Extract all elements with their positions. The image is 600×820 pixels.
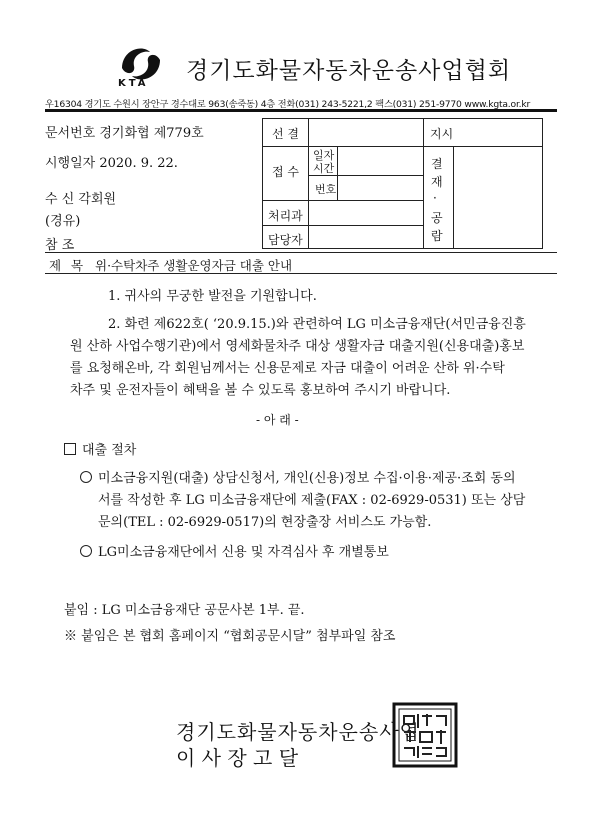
doc-number: 문서번호 경기화협 제779호 (45, 126, 204, 141)
item-1-line-2: 서를 작성한 후 LG 미소금융재단에 제출(FAX : 02-6929-0531) 또는 상담 (98, 493, 526, 508)
jeopsu-label: 접 수 (272, 165, 299, 179)
org-name: 경기도화물자동차운송사업협회 (186, 58, 512, 84)
approval-table (262, 118, 543, 249)
note-line: ※ 붙임은 본 협회 홈페이지 “협회공문시달” 첨부파일 참조 (64, 629, 396, 644)
jisi-label: 지시 (430, 127, 454, 141)
reference: 참 조 (45, 238, 75, 253)
gyeol-label: 결 (431, 157, 443, 171)
paragraph-2-line-4: 차주 및 운전자들이 혜택을 볼 수 있도록 홍보하여 주시기 바랍니다. (70, 383, 451, 398)
sigan-label: 시간 (313, 162, 335, 175)
a-rae-heading: - 아 래 - (256, 413, 299, 427)
gong-label: 공 (431, 211, 443, 225)
damdangja-label: 담당자 (268, 233, 303, 247)
item-2-text: LG미소금융재단에서 신용 및 자격심사 후 개별통보 (98, 545, 389, 560)
checkbox-square-icon (64, 443, 76, 455)
section-title-text: 대출 절차 (82, 443, 137, 458)
item-2 (80, 542, 389, 564)
issue-date: 시행일자 2020. 9. 22. (45, 156, 178, 171)
address-line: 우16304 경기도 수원시 장안구 경수대로 963(송죽동) 4층 전화(031) 243-5221,2 팩스(031) 251-9770 www.kgta.or.kr (45, 99, 531, 110)
logo-text: KTA (118, 78, 149, 89)
attachment-line: 붙임 : LG 미소금융재단 공문사본 1부. 끝. (64, 603, 305, 618)
seon-gyeol-label: 선 결 (272, 127, 299, 141)
item-1-line-3: 문의(TEL : 02-6929-0517)의 현장출장 서비스도 가능함. (98, 515, 432, 530)
bullet-circle-icon (80, 545, 92, 557)
official-seal-icon (392, 702, 458, 768)
signature-title: 이 사 장 고 달 (176, 746, 299, 770)
recipient: 수 신 각회원 (45, 192, 117, 207)
item-1-text-1: 미소금융지원(대출) 상담신청서, 개인(신용)정보 수집·이용·제공·조회 동의 (98, 471, 516, 486)
signature-org: 경기도화물자동차운송사업 (176, 720, 420, 744)
dot-label: · (433, 191, 437, 205)
via: (경유) (45, 214, 81, 229)
beonho-label: 번호 (315, 183, 337, 196)
paragraph-2-line-3: 를 요청해온바, 각 회원님께서는 신용문제로 자금 대출이 어려운 산하 위·수탁 (70, 361, 505, 376)
cheorigwa-label: 처리과 (268, 209, 303, 223)
header-divider (45, 109, 557, 112)
subject-text: 위·수탁차주 생활운영자금 대출 안내 (95, 258, 293, 273)
subject-row (45, 252, 557, 274)
jae-label: 재 (431, 175, 443, 189)
paragraph-2-line-2: 원 산하 사업수행기관)에서 영세화물차주 대상 생활자금 대출지원(신용대출)홍보 (70, 339, 525, 354)
paragraph-2-line-1: 2. 화련 제622호( ‘20.9.15.)와 관련하여 LG 미소금융재단(서민금융진흥 (108, 317, 526, 332)
paragraph-1: 1. 귀사의 무궁한 발전을 기원합니다. (108, 289, 317, 304)
ilja-label: 일자 (313, 149, 335, 162)
item-1-line-1 (80, 468, 516, 490)
section-title (64, 440, 136, 462)
bullet-circle-icon (80, 471, 92, 483)
ram-label: 람 (431, 229, 443, 243)
subject-label: 제 목 (49, 258, 87, 273)
